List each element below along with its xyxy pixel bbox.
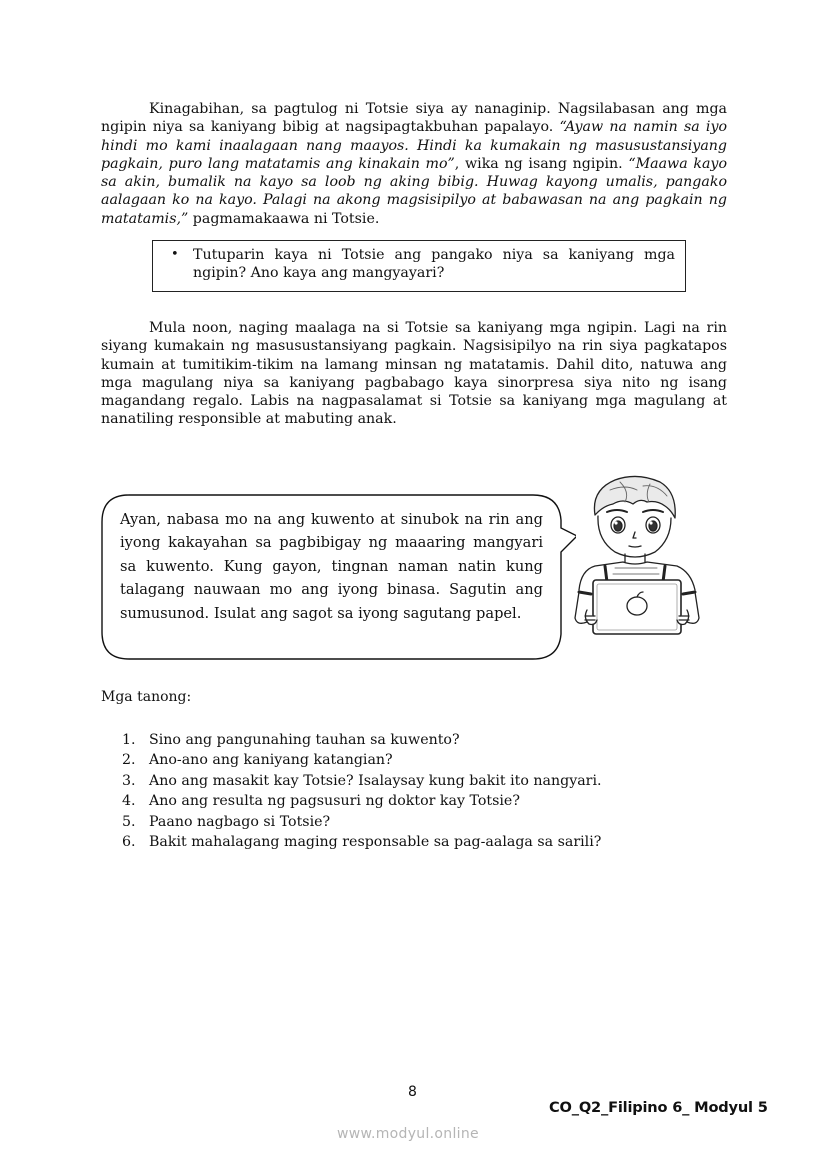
question-item [122,750,602,770]
question-text: Ano ang resulta ng pagsusuri ng doktor kay Totsie? [149,793,520,810]
question-item [122,812,602,832]
teeth-quote: “Ayaw na namin sa iyo hindi mo kami inaalagaan nang maayos. Hindi ka kumakain ng masusustansiyang pagkain, puro lang matatamis ang kinakain mo” [101,119,728,172]
story-paragraph-dream [101,100,727,228]
ending-text: Mula noon, naging maalaga na si Totsie sa kaniyang mga ngipin. Lagi na rin siyang kumakain ng masusustansiyang pagkain. Nagsisipilyo na rin siya pagkatapos kumain at tumitikim-tikim na lamang minsan ng matatamis. Dahil dito, natuwa ang mga magulang niya sa kaniyang pagbabago kaya sinorpresa siya nito ng isang magandang regalo. Labis na nagpasalamat si Totsie sa kaniyang mga magulang at nanatiling responsible at mabuting anak. [101,320,727,428]
question-number: 4. [122,793,136,810]
question-text: Ano ang masakit kay Totsie? Isalaysay kung bakit ito nangyari. [149,772,602,789]
bullet-icon: • [171,247,179,262]
prediction-question-box [152,240,686,292]
totsie-quote: “Maawa kayo sa akin, bumalik na kayo sa loob ng aking bibig. Huwag kayong umalis, pangako aalagaan ko na kayo. Palagi na akong magsisipilyo at babawasan na ang pagkain ng matatamis,” [101,155,727,227]
question-number: 5. [122,813,136,830]
question-item [122,771,602,791]
story-paragraph-ending [101,319,727,429]
page-number: 8 [408,1084,417,1100]
speech-bubble [101,494,562,660]
narration-text: pagmamakaawa ni Totsie. [188,210,380,227]
questions-list [122,730,602,852]
question-number: 1. [122,732,136,748]
question-number: 2. [122,752,136,769]
speech-bubble-text: Ayan, nabasa mo na ang kuwento at sinubok na rin ang iyong kakayahan sa pagbibigay ng maaaring mangyari sa kuwento. Kung gayon, tingnan naman natin kung talagang nauwaan mo ang iyong binasa. Sagutin ang sumusunod. Isulat ang sagot sa iyong sagutang papel. [120,511,543,622]
watermark-link[interactable]: www.modyul.online [337,1126,479,1142]
question-item [122,730,602,750]
prediction-bullet-item [171,246,675,283]
question-number: 3. [122,772,136,789]
question-item [122,832,602,852]
question-text: Sino ang pangunahing tauhan sa kuwento? [149,732,460,748]
prediction-question-text: Tutuparin kaya ni Totsie ang pangako niya sa kaniyang mga ngipin? Ano kaya ang mangyayari? [193,247,675,282]
question-text: Ano-ano ang kaniyang katangian? [149,752,393,769]
question-item [122,791,602,811]
question-text: Paano nagbago si Totsie? [149,813,331,830]
boy-holding-tablet-icon [565,470,710,635]
question-text: Bakit mahalagang maging responsable sa pag-aalaga sa sarili? [149,834,602,851]
question-number: 6. [122,834,136,851]
questions-heading: Mga tanong: [101,689,192,705]
narration-text: , wika ng isang ngipin. [454,155,629,172]
narration-text: Kinagabihan, sa pagtulog ni Totsie siya ay nanaginip. Nagsilabasan ang mga ngipin niya sa kaniyang bibig at nagsipagtakbuhan papalayo. [101,101,727,136]
module-code: CO_Q2_Filipino 6_ Modyul 5 [549,1099,768,1116]
